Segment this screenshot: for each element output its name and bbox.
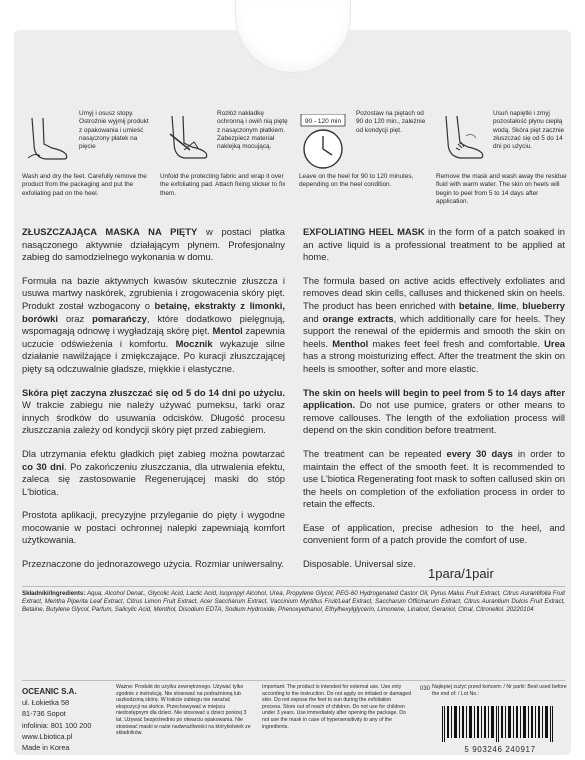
en-formula bbox=[303, 275, 565, 376]
en-repeat-c: in order to maintain the effect of the smooth feet. It is recommended to use L'biotica Regenerating foot mask to soften callused skin on the heels on completion of the exfoliation process in order to retain the effects. bbox=[303, 447, 565, 510]
en-disposable: Disposable. Universal size. bbox=[303, 558, 416, 570]
made-in: Made in Korea bbox=[22, 743, 70, 753]
en-peel-b: Do not use pumice, graters or other means to remove callouses. The length of the exfoliation process will depend on the skin condition before treatment. bbox=[303, 399, 565, 436]
barcode-icon bbox=[440, 706, 560, 742]
step-1-text-en: Wash and dry the feet. Carefully remove the product from the packaging and put the exfoliating pad on the heel. bbox=[22, 173, 147, 197]
phone: infolinia: 801 100 200 bbox=[22, 720, 92, 730]
en-peel bbox=[303, 387, 565, 437]
en-formula-b: betaine bbox=[458, 299, 492, 311]
en-formula-l: Urea bbox=[544, 337, 566, 349]
manufacturer-address bbox=[22, 686, 112, 753]
en-formula-i: , which additionally care for heels. They support the renewal of the epidermis and smooth the skin on heels. bbox=[303, 312, 566, 349]
step-1 bbox=[22, 110, 155, 215]
warning-pl: Ważne: Produkt do użytku zewnętrznego. Używać tylko zgodnie z instrukcją. Nie stosować na podrażnioną lub uszkodzoną skórę. W trakcie zabiegu nie narażać ekspozycji na słońce. Przechowywać w miejscu niedostępnym dla dzieci. Nie stosować u dzieci poniżej 3 lat. Używać bezpośrednio po otwarciu opakowania. Nie stosować maski w razie nadwrażliwości na którykolwiek ze składników. bbox=[116, 684, 251, 737]
en-intro bbox=[303, 226, 565, 264]
step-3-text-pl: Pozostaw na piętach od 90 do 120 min., zależnie od kondycji pięt. bbox=[356, 110, 426, 134]
website: www.Lbiotica.pl bbox=[22, 731, 73, 741]
pl-repeat-b: co 30 dni bbox=[22, 460, 65, 472]
pl-formula-e: , które dodatkowo pielęgnują, wspomagają odnowę i wygładzają skórę pięt. bbox=[22, 312, 285, 337]
pl-formula-g: zapewnia uczucie odświeżenia i komfortu. bbox=[22, 325, 285, 349]
pl-intro bbox=[22, 226, 285, 264]
en-ease: Ease of application, precise adhesion to the heel, and convenient form of a patch provide the comfort of use. bbox=[303, 521, 565, 546]
pl-disposable: Przeznaczone do jednorazowego użycia. Rozmiar uniwersalny. bbox=[22, 558, 284, 570]
warning-en: Important: The product is intended for external use. Use only according to the instruction. Do not apply on irritated or damaged skin. Do not expose the feet to sun during the exfoliation process. Store out of reach of children. Do not use for children under 3 years. Use immediately after opening the package. Do not use the mask in case of hypersensitivity to any of the ingredients. bbox=[262, 684, 412, 730]
en-intro-text: in the form of a patch soaked in an active liquid is a professional treatment to be applied at home. bbox=[303, 226, 565, 263]
pl-formula-i: wykazuje silne działanie nawilżające i zmiękczające. Po kuracji złuszczającej pięty są odczuwalnie gładsze, miękkie i elastyczne. bbox=[22, 337, 285, 374]
pl-formula-f: Mentol bbox=[212, 325, 243, 337]
en-formula-f: blueberry bbox=[522, 299, 565, 311]
divider bbox=[22, 680, 565, 681]
step-3 bbox=[299, 110, 432, 215]
en-formula-k: makes feet feel fresh and comfortable. bbox=[368, 337, 545, 349]
en-title: EXFOLIATING HEEL MASK bbox=[303, 226, 425, 237]
foot-wash-icon bbox=[22, 114, 74, 166]
en-repeat-a: The treatment can be repeated bbox=[303, 447, 447, 459]
best-before: Najlepiej zużyć przed końcem: / Nr partii: Best used before the end of: / Lot No.: bbox=[432, 684, 567, 697]
pl-peel-a: Skóra pięt zaczyna złuszczać się od 5 do 14 dni po użyciu. bbox=[22, 386, 285, 398]
pl-formula-a: Formuła na bazie aktywnych kwasów skutecznie złuszcza i usuwa martwy naskórek, zgrubienia i zrogowacenia skóry pięt. Produkt został wzbogacony o bbox=[22, 274, 285, 311]
foot-wrap-icon bbox=[160, 114, 212, 166]
pl-formula-c: oraz bbox=[57, 312, 93, 324]
step-4-text-en: Remove the mask and wash away the residue fluid with warm water. The skin on heels will begin to peel from 5 to 14 days after application. bbox=[436, 173, 567, 205]
pl-repeat bbox=[22, 448, 285, 498]
description-pl bbox=[22, 226, 285, 582]
divider bbox=[22, 586, 565, 587]
pl-peel-b: W trakcie zabiegu nie należy używać pumeksu, tarki oraz innych środków do usuwania odcisków. Długość procesu złuszczania zależy od kondycji skóry pięt przed zabiegiem. bbox=[22, 399, 285, 436]
street: ul. Łokietka 58 bbox=[22, 698, 70, 708]
ingredients bbox=[22, 590, 565, 614]
company-name: OCEANIC S.A. bbox=[22, 687, 77, 696]
pl-peel bbox=[22, 387, 285, 437]
en-repeat-b: every 30 days bbox=[446, 447, 513, 459]
en-formula-m: has a strong moisturizing effect. After the treatment the skin on heels is smoother, softer and more elastic. bbox=[303, 350, 565, 374]
foot-peel-icon bbox=[436, 114, 488, 166]
step-4 bbox=[436, 110, 569, 215]
pl-repeat-c: . Po zakończeniu złuszczania, dla utrwalenia efektu, zaleca się zastosowanie Regenerującej maski do stóp L'biotica. bbox=[22, 460, 285, 497]
pl-formula-h: Mocznik bbox=[175, 337, 213, 349]
pao-code: 030 bbox=[420, 686, 431, 692]
step-1-text-pl: Umyj i osusz stopy. Ostrożnie wyjmij produkt z opakowania i umieść nasączony płatek na pięcie bbox=[79, 110, 149, 151]
en-repeat bbox=[303, 448, 565, 511]
instruction-steps bbox=[22, 110, 567, 215]
pl-repeat-a: Dla utrzymania efektu gładkich pięt zabieg można powtarzać bbox=[22, 447, 285, 459]
step-2-text-en: Unfold the protecting fabric and wrap it over the exfoliating pad. Attach fixing sticker to fix them. bbox=[160, 173, 286, 197]
pl-ease: Prostota aplikacji, precyzyjne przyleganie do pięty i wygodne mocowanie w postaci ochronnej nalepki zapewniają komfort użytkowania. bbox=[22, 509, 285, 546]
ingredients-list: Aqua, Alcohol Denat., Glycolic Acid, Lactic Acid, Isopropyl Alcohol, Urea, Propylene Glycol, PEG-60 Hydrogenated Castor Oil, Pyrus Malus Fruit Extract, Citrus Aurantifolia Fruit Extract, Mentha Piperita Leaf Extract, Citrus Limon Fruit Extract, Acer Saccharum Extract, Vaccinium Myrtillus Fruit/Leaf Extract, Saccharum Officinarum Extract, Citrus Aurantium Dulcis Fruit Extract, Betaine, Butylene Glycol, Parfum, Salicylic Acid, Menthol, Disodium EDTA, Sodium Hydroxide, Phenoxyethanol, Ethylhexylglycerin, Limonene, Linalool, Geraniol, Citral, Citronellol. bbox=[22, 590, 565, 614]
pl-formula bbox=[22, 275, 285, 376]
clock-badge: 90 - 120 min bbox=[304, 118, 342, 125]
city: 81-736 Sopot bbox=[22, 709, 66, 719]
ingredients-label: Składniki/Ingredients: bbox=[22, 590, 86, 597]
pack-size: 1para/1pair bbox=[428, 566, 494, 581]
step-3-text-en: Leave on the heel for 90 to 120 minutes, depending on the heel condition. bbox=[299, 173, 414, 189]
en-formula-e: , bbox=[516, 299, 523, 311]
en-formula-d: lime bbox=[497, 299, 517, 311]
description-en bbox=[303, 226, 565, 582]
step-4-text-pl: Usuń napiętki i zmyj pozostałość płynu ciepłą wodą. Skóra pięt zacznie złuszczać się od 5 do 14 dni po użyciu. bbox=[493, 110, 565, 151]
en-formula-h: orange extracts bbox=[322, 312, 394, 324]
en-formula-j: Menthol bbox=[332, 337, 369, 349]
pl-formula-d: pomarańczy bbox=[92, 312, 147, 324]
pl-title: ZŁUSZCZAJĄCA MASKA NA PIĘTY bbox=[22, 226, 198, 237]
pl-formula-b: betainę, ekstrakty z limonki, borówki bbox=[22, 299, 285, 324]
step-2 bbox=[160, 110, 293, 215]
ingredients-code: 20220104 bbox=[506, 606, 534, 614]
barcode-number: 5 903246 240917 bbox=[464, 745, 536, 754]
en-formula-c: , bbox=[491, 299, 498, 311]
en-formula-a: The formula based on active acids effectively exfoliates and removes dead skin cells, calluses and thickened skin on heels. The product has been enriched with bbox=[303, 274, 565, 311]
pl-intro-text: w postaci płatka nasączonego aktywnie działającym płynem. Profesjonalny zabieg do samodzielnego wykonania w domu. bbox=[22, 226, 285, 263]
en-peel-a: The skin on heels will begin to peel from 5 to 14 days after application. bbox=[303, 386, 565, 411]
step-2-text-pl: Rozłóż nakładkę ochronną i owiń nią piętę z nasączonym płatkiem. Zabezpiecz materiał naklejką mocującą. bbox=[217, 110, 288, 151]
en-formula-g: and bbox=[303, 312, 323, 324]
clock-icon bbox=[299, 114, 355, 172]
